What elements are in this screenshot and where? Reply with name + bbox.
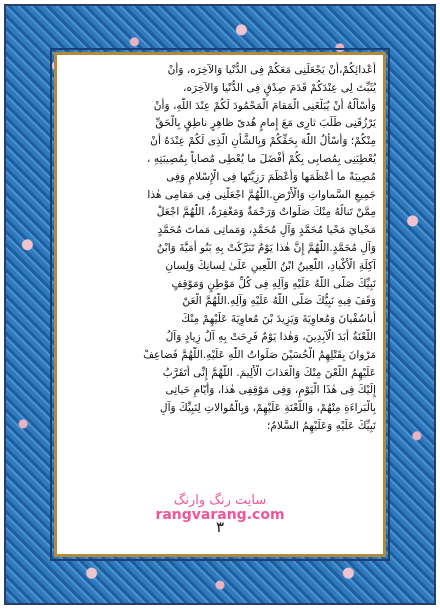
prayer-text [64, 62, 376, 548]
prayer-line: اللَّعْنَةُ أَبَدَ الْآبِدِينَ، وَهٰذا يَوْمٌ فَرِحَتْ بِهِ آلُ زِيادٍ وَآلُ [165, 330, 376, 343]
prayer-line: يُعْطِيَنِى بِمُصابِى بِكُمْ أَفْضَلَ ما يُعْطِى مُصاباً بِمُصِيبَتِهِ ، [147, 152, 376, 165]
prayer-line: وَأَسْأَلُهُ أَنْ يُبَلِّغَنِى الْمَقامَ الْمَحْمُودَ لَكُمْ عِنْدَ اللّٰهِ، وَأَنْ [153, 99, 376, 112]
watermark-persian: سایت رنگ وارنگ [173, 493, 267, 508]
prayer-line: آكِلَةِ الْأَكْبادِ، اللَّعِينُ ابْنُ اللَّعِينِ عَلَىٰ لِسانِكَ وَلِسانِ [165, 259, 376, 272]
prayer-line: مَرْوانَ بِقَتْلِهِمُ الْحُسَيْنَ صَلَواتُ اللّٰهِ عَلَيْهِ.اللّٰهُمَّ فَضاعِفْ [143, 348, 376, 361]
prayer-line: عَلَيْهِمُ اللَّعْنَ مِنْكَ وَالْعَذابَ الْأَلِيمَ. اللّٰهُمَّ إِنِّى أَتَقَرَّبُ [162, 366, 376, 379]
prayer-line: وَقَفَ فِيهِ نَبِيُّكَ صَلَّى اللّٰهُ عَلَيْهِ وَآلِهِ.اللّٰهُمَّ الْعَنْ [182, 295, 376, 308]
prayer-line: نَبِيِّكَ صَلَّى اللّٰهُ عَلَيْهِ وَآلِهِ فِى كُلِّ مَوْطِنٍ وَمَوْقِفٍ [171, 277, 376, 290]
prayer-line: يَرْزُقَنِى طَلَبَ ثارِى مَعَ إِمامٍ هُدىً ظاهِرٍ ناطِقٍ بِالْحَقِّ [155, 117, 376, 130]
prayer-line: مِنْكُمْ؛ وَأَسْأَلُ اللّٰهَ بِحَقِّكُمْ وَبِالشَّأْنِ الَّذِى لَكُمْ عِنْدَهُ أَنْ [150, 135, 376, 148]
prayer-line: جَمِيعِ السَّماواتِ وَالْأَرْضِ.اللّٰهُمَّ اجْعَلْنِى فِى مَقامِى هٰذا [147, 188, 376, 201]
prayer-line: إِلَيْكَ فِى هٰذَا الْيَوْمِ، وَفِى مَوْقِفِى هٰذا، وَأَيّامِ حَياتِى [165, 384, 376, 397]
prayer-line: بِالْبَراءَةِ مِنْهُمْ، وَاللَّعْنَةِ عَلَيْهِمْ، وَبِالْمُوالاتِ لِنَبِيِّكَ وَآلِ [159, 402, 376, 415]
watermark-url: rangvarang.com [155, 507, 285, 523]
prayer-line: مُصِيبَةً ما أَعْظَمَها وَأَعْظَمَ رَزِيَّتَها فِى الْإِسْلامِ وَفِى [166, 170, 376, 183]
prayer-line: وَآلِ مُحَمَّدٍ.اللّٰهُمَّ إِنَّ هٰذا يَوْمٌ تَبَرَّكَتْ بِهِ بَنُو أُمَيَّةَ وَابْنُ [156, 241, 376, 254]
prayer-line: يُثَبِّتَ لِى عِنْدَكُمْ قَدَمَ صِدْقٍ فِى الدُّنْيا وَالآخِرَه، [183, 81, 376, 94]
page-number: ٣ [215, 518, 225, 536]
prayer-line: أَباسُفْيانَ وَمُعاوِيَةَ وَيَزِيدَ بْنَ مُعاوِيَةَ عَلَيْهِمْ مِنْكَ [181, 313, 376, 326]
prayer-line: مَحْيايَ مَحْيا مُحَمَّدٍ وَآلِ مُحَمَّدٍ، وَمَماتِى مَماتَ مُحَمَّدٍ [157, 224, 376, 237]
prayer-line: نَبِيِّكَ عَلَيْهِ وَعَلَيْهِمُ السَّلامُ؛ [266, 419, 376, 432]
prayer-line: أَعْدائِكُمْ،أَنْ يَجْعَلَنِى مَعَكُمْ فِى الدُّنْيا وَالآخِرَه، وَأَنْ [167, 64, 376, 76]
prayer-line: مِمَّنْ تَنالُهُ مِنْكَ صَلَواتٌ وَرَحْمَةٌ وَمَغْفِرَةٌ، اللّٰهُمَّ اجْعَلْ [156, 206, 376, 219]
